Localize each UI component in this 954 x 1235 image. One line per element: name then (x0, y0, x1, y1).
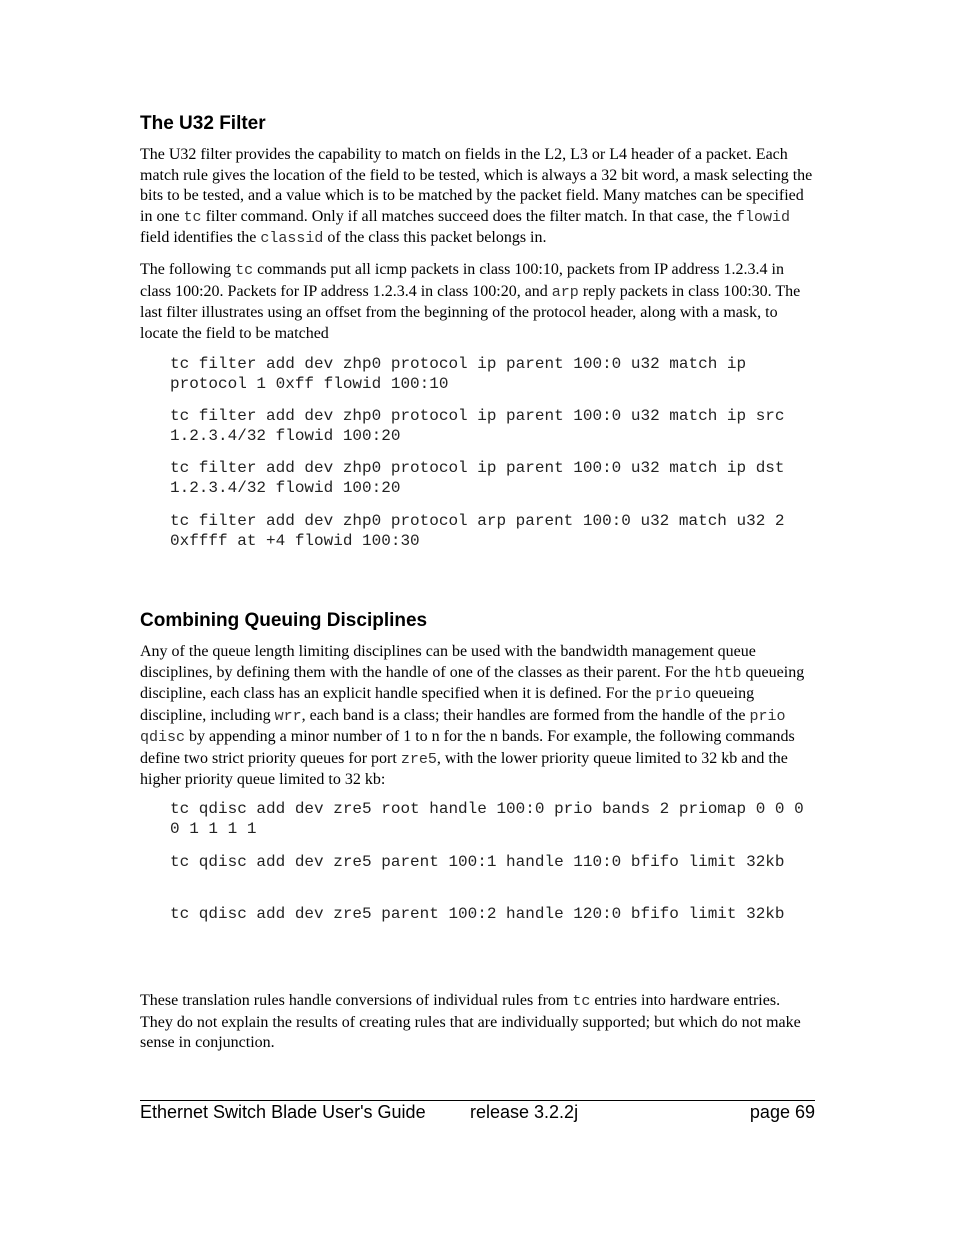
text-run: commands put all icmp packets in class 100:10, packets from IP address 1.2.3.4 in class 100:20. Packets for IP address 1.2.3.4 in class 100:20, and (140, 261, 784, 300)
code-term: flowid (736, 208, 791, 226)
code-term: zre5 (400, 750, 437, 768)
footer-title: Ethernet Switch Blade User's Guide (140, 1102, 426, 1122)
page-footer (140, 1100, 815, 1122)
text-run: The U32 filter provides the capability to match on fields in the L2, L3 or L4 header of a packet. Each match rule gives the location of the field to be tested, which is always a 32 bit word, a mask selecting the bits to be tested, and a value which is to be matched by the packet field. Many matches can be specified in one (140, 146, 813, 225)
code-command: tc filter add dev zhp0 protocol ip parent 100:0 u32 match ip protocol 1 0xff flowid 100:10 (170, 355, 756, 393)
code-term: tc (183, 208, 202, 226)
text-run: These translation rules handle conversions of individual rules from (140, 992, 573, 1009)
text-run: reply packets in class 100:30. The last filter illustrates using an offset from the beginning of the protocol header, along with a mask, to locate the field to be matched (140, 282, 801, 342)
code-term: tc (572, 993, 591, 1010)
text-run: queueing discipline, each class has an explicit handle specified when it is defined. For the (140, 663, 805, 702)
combining-paragraph (140, 642, 815, 791)
closing-paragraph (140, 991, 815, 1054)
code-term: prio qdisc (140, 707, 786, 746)
section-heading-u32: The U32 Filter (140, 113, 266, 134)
footer-release: release 3.2.2j (470, 1102, 579, 1122)
text-run: field identifies the (140, 229, 261, 246)
text-run: by appending a minor number of 1 to n for the n bands. For example, the following commands define two strict priority queues for port (140, 728, 795, 767)
code-command: tc filter add dev zhp0 protocol ip parent 100:0 u32 match ip dst 1.2.3.4/32 flowid 100:20 (170, 459, 795, 497)
footer-page-number: page 69 (749, 1102, 815, 1122)
text-run: queueing discipline, including (140, 685, 755, 724)
code-term: prio (655, 686, 692, 703)
u32-intro-paragraph (140, 145, 815, 250)
text-run: The following (140, 261, 236, 278)
text-run: , each band is a class; their handles are formed from the handle of the (301, 706, 750, 724)
section-heading-combining: Combining Queuing Disciplines (140, 610, 428, 631)
text-run: entries into hardware entries. They do not explain the results of creating rules that are individually supported; but which do not make sense in conjunction. (140, 992, 801, 1051)
code-term: wrr (274, 707, 302, 725)
code-command: tc filter add dev zhp0 protocol arp parent 100:0 u32 match u32 2 0xffff at +4 flowid 100:30 (170, 512, 795, 550)
code-term: htb (714, 664, 742, 682)
text-run: filter command. Only if all matches succeed does the filter match. In that case, the (201, 207, 737, 225)
code-command: tc qdisc add dev zre5 root handle 100:0 prio bands 2 priomap 0 0 0 0 1 1 1 1 (170, 800, 814, 838)
u32-example-paragraph (140, 260, 815, 344)
code-command: tc filter add dev zhp0 protocol ip parent 100:0 u32 match ip src 1.2.3.4/32 flowid 100:20 (170, 407, 795, 445)
code-command: tc qdisc add dev zre5 parent 100:1 handle 110:0 bfifo limit 32kb (170, 853, 785, 871)
code-command: tc qdisc add dev zre5 parent 100:2 handle 120:0 bfifo limit 32kb (170, 905, 785, 923)
text-run: of the class this packet belongs in. (323, 229, 547, 246)
code-term: tc (235, 262, 254, 279)
code-term: arp (551, 283, 579, 301)
text-run: Any of the queue length limiting disciplines can be used with the bandwidth management queue disciplines, by defining them with the handle of one of the classes as their parent. For the (140, 643, 756, 681)
code-term: classid (260, 230, 324, 247)
text-run: , with the lower priority queue limited to 32 kb and the higher priority queue limited to 32 kb: (140, 749, 788, 788)
